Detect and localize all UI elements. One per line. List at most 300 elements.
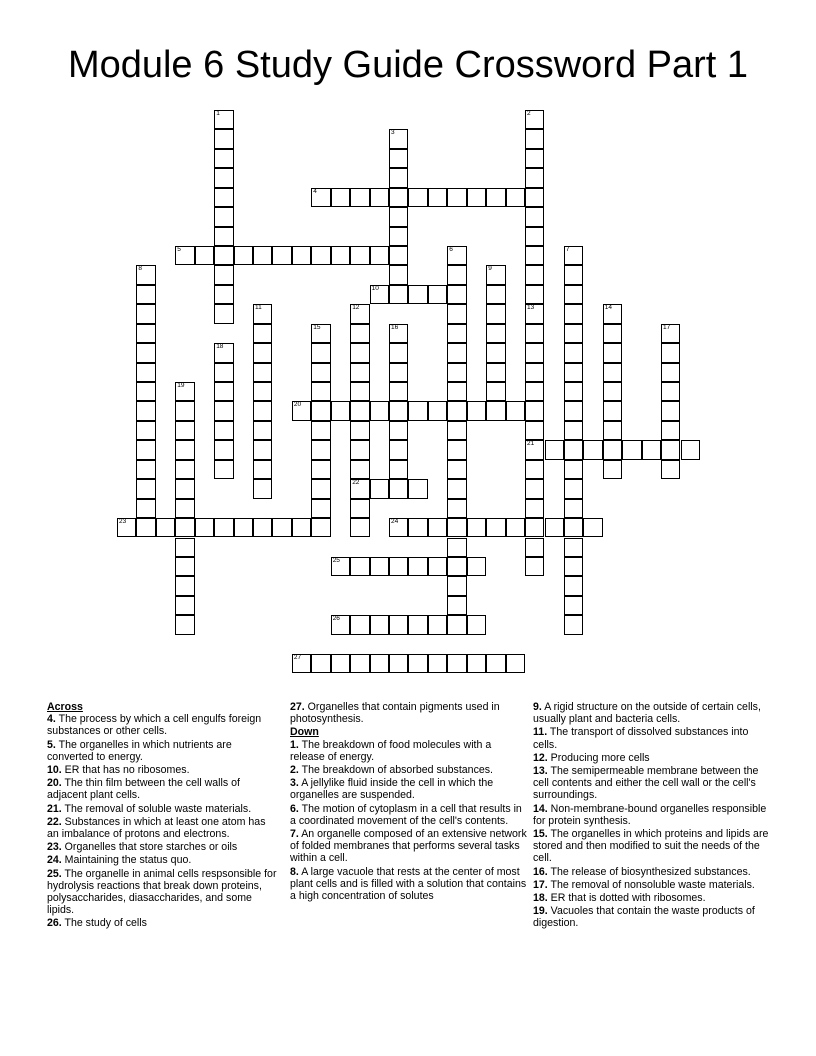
crossword-cell[interactable] xyxy=(350,654,369,673)
crossword-cell[interactable] xyxy=(428,557,447,576)
crossword-cell[interactable] xyxy=(311,499,330,518)
crossword-cell[interactable] xyxy=(389,615,408,634)
crossword-cell[interactable] xyxy=(564,246,583,265)
crossword-cell[interactable] xyxy=(525,188,544,207)
crossword-cell[interactable] xyxy=(447,440,466,459)
crossword-cell[interactable] xyxy=(564,401,583,420)
crossword-cell[interactable] xyxy=(525,440,544,459)
crossword-cell[interactable] xyxy=(447,285,466,304)
crossword-cell[interactable] xyxy=(311,654,330,673)
crossword-cell[interactable] xyxy=(408,654,427,673)
crossword-cell[interactable] xyxy=(311,518,330,537)
crossword-cell[interactable] xyxy=(447,538,466,557)
crossword-cell[interactable] xyxy=(234,518,253,537)
crossword-cell[interactable] xyxy=(447,576,466,595)
page-title: Module 6 Study Guide Crossword Part 1 xyxy=(67,44,749,86)
down-clue xyxy=(290,803,528,827)
clue-number: 22 xyxy=(352,479,360,487)
crossword-cell[interactable] xyxy=(603,401,622,420)
crossword-cell[interactable] xyxy=(447,401,466,420)
crossword-cell[interactable] xyxy=(389,324,408,343)
crossword-cell[interactable] xyxy=(311,382,330,401)
crossword-cell[interactable] xyxy=(389,479,408,498)
clue-number: 1 xyxy=(216,110,220,117)
crossword-cell[interactable] xyxy=(447,343,466,362)
crossword-cell[interactable] xyxy=(136,479,155,498)
crossword-cell[interactable] xyxy=(272,518,291,537)
crossword-cell[interactable] xyxy=(661,382,680,401)
crossword-cell[interactable] xyxy=(136,382,155,401)
crossword-cell[interactable] xyxy=(311,188,330,207)
crossword-cell[interactable] xyxy=(486,343,505,362)
crossword-cell[interactable] xyxy=(136,499,155,518)
crossword-cell[interactable] xyxy=(564,304,583,323)
crossword-cell[interactable] xyxy=(428,615,447,634)
crossword-cell[interactable] xyxy=(408,557,427,576)
crossword-cell[interactable] xyxy=(661,440,680,459)
crossword-cell[interactable] xyxy=(564,479,583,498)
crossword-cell[interactable] xyxy=(175,246,194,265)
crossword-cell[interactable] xyxy=(175,557,194,576)
crossword-cell[interactable] xyxy=(447,557,466,576)
crossword-cell[interactable] xyxy=(603,421,622,440)
crossword-cell[interactable] xyxy=(253,518,272,537)
down-clue xyxy=(290,777,528,801)
crossword-cell[interactable] xyxy=(447,479,466,498)
crossword-cell[interactable] xyxy=(370,615,389,634)
crossword-cell[interactable] xyxy=(525,304,544,323)
crossword-cell[interactable] xyxy=(350,518,369,537)
crossword-cell[interactable] xyxy=(175,615,194,634)
crossword-cell[interactable] xyxy=(525,557,544,576)
crossword-cell[interactable] xyxy=(331,654,350,673)
crossword-cell[interactable] xyxy=(661,324,680,343)
crossword-cell[interactable] xyxy=(214,382,233,401)
down-clue xyxy=(533,701,771,725)
crossword-cell[interactable] xyxy=(525,538,544,557)
crossword-cell[interactable] xyxy=(447,499,466,518)
crossword-cell[interactable] xyxy=(564,343,583,362)
crossword-cell[interactable] xyxy=(331,401,350,420)
crossword-cell[interactable] xyxy=(370,557,389,576)
crossword-cell[interactable] xyxy=(447,265,466,284)
crossword-cell[interactable] xyxy=(175,499,194,518)
crossword-cell[interactable] xyxy=(350,421,369,440)
crossword-cell[interactable] xyxy=(467,401,486,420)
crossword-cell[interactable] xyxy=(447,421,466,440)
crossword-cell[interactable] xyxy=(583,518,602,537)
crossword-cell[interactable] xyxy=(389,343,408,362)
crossword-cell[interactable] xyxy=(525,129,544,148)
clue-number-label: 15. xyxy=(533,828,548,841)
crossword-cell[interactable] xyxy=(583,440,602,459)
crossword-cell[interactable] xyxy=(408,518,427,537)
clue-number: 11 xyxy=(255,304,262,312)
crossword-cell[interactable] xyxy=(175,518,194,537)
crossword-cell[interactable] xyxy=(156,518,175,537)
crossword-cell[interactable] xyxy=(370,285,389,304)
crossword-cell[interactable] xyxy=(175,440,194,459)
crossword-cell[interactable] xyxy=(428,401,447,420)
crossword-cell[interactable] xyxy=(136,518,155,537)
crossword-cell[interactable] xyxy=(292,401,311,420)
crossword-cell[interactable] xyxy=(350,615,369,634)
crossword-cell[interactable] xyxy=(408,285,427,304)
clue-number: 24 xyxy=(391,518,399,525)
crossword-cell[interactable] xyxy=(311,246,330,265)
clue-number-label: 22. xyxy=(47,815,62,828)
crossword-cell[interactable] xyxy=(428,188,447,207)
crossword-cell[interactable] xyxy=(389,285,408,304)
crossword-cell[interactable] xyxy=(175,596,194,615)
crossword-cell[interactable] xyxy=(661,401,680,420)
crossword-cell[interactable] xyxy=(525,518,544,537)
down-heading: Down xyxy=(290,726,319,739)
crossword-cell[interactable] xyxy=(447,460,466,479)
crossword-cell[interactable] xyxy=(564,421,583,440)
clue-text: A rigid structure on the outside of certain cells, usually plant and bacteria cells. xyxy=(533,701,761,726)
crossword-cell[interactable] xyxy=(486,363,505,382)
crossword-cell[interactable] xyxy=(311,324,330,343)
crossword-cell[interactable] xyxy=(136,265,155,284)
crossword-cell[interactable] xyxy=(350,324,369,343)
crossword-cell[interactable] xyxy=(214,285,233,304)
crossword-cell[interactable] xyxy=(350,499,369,518)
crossword-cell[interactable] xyxy=(467,654,486,673)
crossword-cell[interactable] xyxy=(331,246,350,265)
crossword-cell[interactable] xyxy=(603,460,622,479)
crossword-cell[interactable] xyxy=(389,265,408,284)
crossword-cell[interactable] xyxy=(564,615,583,634)
crossword-cell[interactable] xyxy=(311,479,330,498)
crossword-cell[interactable] xyxy=(117,518,136,537)
crossword-cell[interactable] xyxy=(408,479,427,498)
crossword-cell[interactable] xyxy=(175,401,194,420)
crossword-cell[interactable] xyxy=(136,304,155,323)
crossword-cell[interactable] xyxy=(214,129,233,148)
crossword-cell[interactable] xyxy=(447,654,466,673)
crossword-cell[interactable] xyxy=(389,227,408,246)
crossword-cell[interactable] xyxy=(253,460,272,479)
crossword-cell[interactable] xyxy=(447,382,466,401)
crossword-cell[interactable] xyxy=(447,615,466,634)
crossword-cell[interactable] xyxy=(661,460,680,479)
crossword-cell[interactable] xyxy=(564,576,583,595)
crossword-cell[interactable] xyxy=(292,654,311,673)
crossword-cell[interactable] xyxy=(486,265,505,284)
crossword-cell[interactable] xyxy=(214,188,233,207)
crossword-cell[interactable] xyxy=(292,246,311,265)
crossword-cell[interactable] xyxy=(175,421,194,440)
crossword-cell[interactable] xyxy=(681,440,700,459)
crossword-cell[interactable] xyxy=(525,246,544,265)
crossword-cell[interactable] xyxy=(467,557,486,576)
crossword-cell[interactable] xyxy=(214,246,233,265)
crossword-cell[interactable] xyxy=(389,363,408,382)
crossword-cell[interactable] xyxy=(486,304,505,323)
clue-number-label: 1. xyxy=(290,738,299,751)
crossword-cell[interactable] xyxy=(292,518,311,537)
crossword-cell[interactable] xyxy=(214,168,233,187)
crossword-cell[interactable] xyxy=(389,168,408,187)
crossword-cell[interactable] xyxy=(370,246,389,265)
crossword-cell[interactable] xyxy=(603,343,622,362)
clue-text: The release of biosynthesized substances. xyxy=(547,865,751,878)
crossword-cell[interactable] xyxy=(370,654,389,673)
crossword-cell[interactable] xyxy=(136,363,155,382)
crossword-cell[interactable] xyxy=(603,324,622,343)
crossword-cell[interactable] xyxy=(447,596,466,615)
crossword-cell[interactable] xyxy=(447,324,466,343)
crossword-cell[interactable] xyxy=(175,382,194,401)
crossword-cell[interactable] xyxy=(214,227,233,246)
crossword-cell[interactable] xyxy=(350,401,369,420)
crossword-cell[interactable] xyxy=(389,382,408,401)
crossword-cell[interactable] xyxy=(253,363,272,382)
crossword-cell[interactable] xyxy=(253,479,272,498)
crossword-cell[interactable] xyxy=(350,343,369,362)
crossword-cell[interactable] xyxy=(447,363,466,382)
crossword-cell[interactable] xyxy=(136,343,155,362)
crossword-cell[interactable] xyxy=(350,363,369,382)
clue-number-label: 9. xyxy=(533,701,542,713)
crossword-cell[interactable] xyxy=(214,401,233,420)
crossword-cell[interactable] xyxy=(603,382,622,401)
crossword-cell[interactable] xyxy=(525,382,544,401)
crossword-cell[interactable] xyxy=(350,382,369,401)
clue-text: Vacuoles that contain the waste products of digestion. xyxy=(533,905,755,930)
crossword-cell[interactable] xyxy=(564,499,583,518)
crossword-cell[interactable] xyxy=(447,518,466,537)
crossword-cell[interactable] xyxy=(136,460,155,479)
crossword-cell[interactable] xyxy=(525,460,544,479)
crossword-cell[interactable] xyxy=(214,149,233,168)
crossword-cell[interactable] xyxy=(350,304,369,323)
crossword-cell[interactable] xyxy=(214,265,233,284)
crossword-cell[interactable] xyxy=(311,421,330,440)
crossword-cell[interactable] xyxy=(253,246,272,265)
clue-text: The process by which a cell engulfs foreign substances or other cells. xyxy=(47,713,262,738)
crossword-cell[interactable] xyxy=(389,149,408,168)
crossword-cell[interactable] xyxy=(389,440,408,459)
crossword-cell[interactable] xyxy=(525,168,544,187)
crossword-cell[interactable] xyxy=(389,129,408,148)
crossword-cell[interactable] xyxy=(370,479,389,498)
crossword-cell[interactable] xyxy=(214,343,233,362)
crossword-cell[interactable] xyxy=(486,382,505,401)
crossword-cell[interactable] xyxy=(447,304,466,323)
crossword-cell[interactable] xyxy=(564,596,583,615)
crossword-cell[interactable] xyxy=(525,479,544,498)
crossword-cell[interactable] xyxy=(370,188,389,207)
clue-number-label: 23. xyxy=(47,841,62,854)
crossword-cell[interactable] xyxy=(486,285,505,304)
crossword-cell[interactable] xyxy=(564,363,583,382)
crossword-cell[interactable] xyxy=(525,285,544,304)
crossword-cell[interactable] xyxy=(214,304,233,323)
crossword-cell[interactable] xyxy=(525,207,544,226)
crossword-cell[interactable] xyxy=(331,188,350,207)
crossword-cell[interactable] xyxy=(506,401,525,420)
crossword-cell[interactable] xyxy=(603,440,622,459)
crossword-cell[interactable] xyxy=(389,207,408,226)
clue-number: 25 xyxy=(332,556,340,564)
crossword-cell[interactable] xyxy=(136,440,155,459)
crossword-cell[interactable] xyxy=(525,149,544,168)
crossword-cell[interactable] xyxy=(272,246,291,265)
crossword-cell[interactable] xyxy=(428,285,447,304)
crossword-cell[interactable] xyxy=(175,479,194,498)
clue-number-label: 4. xyxy=(47,713,56,726)
clue-text: The thin film between the cell walls of adjacent plant cells. xyxy=(47,777,240,802)
crossword-cell[interactable] xyxy=(389,654,408,673)
crossword-cell[interactable] xyxy=(214,363,233,382)
crossword-cell[interactable] xyxy=(622,440,641,459)
crossword-cell[interactable] xyxy=(214,460,233,479)
crossword-cell[interactable] xyxy=(525,227,544,246)
crossword-cell[interactable] xyxy=(389,246,408,265)
crossword-cell[interactable] xyxy=(389,557,408,576)
crossword-cell[interactable] xyxy=(350,460,369,479)
crossword-cell[interactable] xyxy=(564,440,583,459)
clue-text: A large vacuole that rests at the center of most plant cells and is filled with a solution that contains a high concentration of solutes xyxy=(290,865,527,903)
crossword-cell[interactable] xyxy=(428,518,447,537)
crossword-cell[interactable] xyxy=(214,440,233,459)
across-clue xyxy=(47,803,279,815)
crossword-cell[interactable] xyxy=(661,421,680,440)
crossword-cell[interactable] xyxy=(525,265,544,284)
crossword-cell[interactable] xyxy=(408,401,427,420)
crossword-cell[interactable] xyxy=(253,304,272,323)
crossword-cell[interactable] xyxy=(136,285,155,304)
crossword-cell[interactable] xyxy=(525,324,544,343)
crossword-cell[interactable] xyxy=(525,421,544,440)
across-heading: Across xyxy=(47,701,83,713)
crossword-cell[interactable] xyxy=(214,421,233,440)
crossword-cell[interactable] xyxy=(408,615,427,634)
clue-number-label: 8. xyxy=(290,865,299,878)
crossword-cell[interactable] xyxy=(525,401,544,420)
crossword-cell[interactable] xyxy=(525,110,544,129)
crossword-cell[interactable] xyxy=(486,324,505,343)
crossword-cell[interactable] xyxy=(564,324,583,343)
crossword-cell[interactable] xyxy=(564,285,583,304)
crossword-cell[interactable] xyxy=(253,382,272,401)
crossword-cell[interactable] xyxy=(661,343,680,362)
crossword-cell[interactable] xyxy=(214,110,233,129)
clue-number: 8 xyxy=(138,265,143,273)
crossword-cell[interactable] xyxy=(564,382,583,401)
clue-number: 2 xyxy=(527,110,531,117)
crossword-cell[interactable] xyxy=(467,518,486,537)
crossword-cell[interactable] xyxy=(389,401,408,420)
crossword-cell[interactable] xyxy=(311,343,330,362)
crossword-cell[interactable] xyxy=(486,188,505,207)
crossword-cell[interactable] xyxy=(545,440,564,459)
crossword-cell[interactable] xyxy=(642,440,661,459)
crossword-cell[interactable] xyxy=(389,518,408,537)
crossword-cell[interactable] xyxy=(467,188,486,207)
crossword-cell[interactable] xyxy=(253,421,272,440)
crossword-cell[interactable] xyxy=(564,538,583,557)
crossword-cell[interactable] xyxy=(486,654,505,673)
crossword-cell[interactable] xyxy=(311,440,330,459)
crossword-cell[interactable] xyxy=(350,440,369,459)
crossword-cell[interactable] xyxy=(136,401,155,420)
crossword-cell[interactable] xyxy=(564,265,583,284)
crossword-cell[interactable] xyxy=(311,401,330,420)
crossword-cell[interactable] xyxy=(175,576,194,595)
crossword-cell[interactable] xyxy=(350,188,369,207)
crossword-cell[interactable] xyxy=(603,363,622,382)
crossword-cell[interactable] xyxy=(408,188,427,207)
clue-text: Non-membrane-bound organelles responsible for protein synthesis. xyxy=(533,802,767,827)
crossword-cell[interactable] xyxy=(195,246,214,265)
crossword-cell[interactable] xyxy=(564,518,583,537)
crossword-cell[interactable] xyxy=(175,460,194,479)
clue-number: 20 xyxy=(293,401,302,409)
crossword-cell[interactable] xyxy=(525,343,544,362)
crossword-cell[interactable] xyxy=(253,343,272,362)
crossword-cell[interactable] xyxy=(253,440,272,459)
crossword-cell[interactable] xyxy=(564,460,583,479)
crossword-cell[interactable] xyxy=(525,499,544,518)
crossword-cell[interactable] xyxy=(545,518,564,537)
crossword-cell[interactable] xyxy=(447,246,466,265)
crossword-cell[interactable] xyxy=(486,518,505,537)
crossword-cell[interactable] xyxy=(486,401,505,420)
crossword-cell[interactable] xyxy=(350,557,369,576)
crossword-cell[interactable] xyxy=(350,479,369,498)
crossword-cell[interactable] xyxy=(428,654,447,673)
down-clue xyxy=(290,866,528,903)
crossword-cell[interactable] xyxy=(370,401,389,420)
crossword-cell[interactable] xyxy=(331,557,350,576)
crossword-cell[interactable] xyxy=(253,401,272,420)
crossword-cell[interactable] xyxy=(350,246,369,265)
crossword-cell[interactable] xyxy=(389,460,408,479)
crossword-cell[interactable] xyxy=(467,615,486,634)
crossword-cell[interactable] xyxy=(389,421,408,440)
down-clue xyxy=(533,879,771,891)
crossword-cell[interactable] xyxy=(175,538,194,557)
crossword-cell[interactable] xyxy=(506,188,525,207)
clue-number: 14 xyxy=(604,304,613,312)
crossword-cell[interactable] xyxy=(447,188,466,207)
crossword-cell[interactable] xyxy=(311,363,330,382)
crossword-cell[interactable] xyxy=(661,363,680,382)
crossword-cell[interactable] xyxy=(525,363,544,382)
crossword-cell[interactable] xyxy=(214,207,233,226)
crossword-cell[interactable] xyxy=(603,304,622,323)
crossword-cell[interactable] xyxy=(331,615,350,634)
crossword-cell[interactable] xyxy=(564,557,583,576)
crossword-cell[interactable] xyxy=(214,518,233,537)
down-clue xyxy=(533,892,771,904)
clue-number-label: 10. xyxy=(47,764,62,777)
clue-number: 13 xyxy=(527,304,535,312)
crossword-cell[interactable] xyxy=(506,654,525,673)
crossword-cell[interactable] xyxy=(136,324,155,343)
crossword-cell[interactable] xyxy=(234,246,253,265)
crossword-cell[interactable] xyxy=(311,460,330,479)
crossword-cell[interactable] xyxy=(506,518,525,537)
crossword-cell[interactable] xyxy=(389,188,408,207)
crossword-cell[interactable] xyxy=(136,421,155,440)
clue-number: 18 xyxy=(216,343,224,351)
crossword-cell[interactable] xyxy=(253,324,272,343)
crossword-cell[interactable] xyxy=(195,518,214,537)
